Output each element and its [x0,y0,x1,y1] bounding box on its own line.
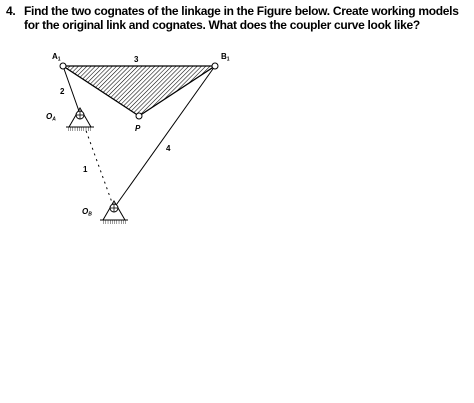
label-oa: OA [46,112,56,123]
label-link-3: 3 [134,55,139,64]
joint-a1 [60,63,66,69]
label-p: P [135,124,141,133]
coupler-triangle [63,66,215,116]
question-number: 4. [6,4,16,18]
ground-pivot-ob [100,201,128,224]
label-ob: OB [82,207,92,218]
label-link-1: 1 [83,165,88,174]
label-link-4: 4 [166,144,171,153]
label-link-2: 2 [60,87,65,96]
ground-pivot-oa [66,108,94,131]
label-b1: B1 [221,52,230,63]
joint-b1 [212,63,218,69]
question-text: Find the two cognates of the linkage in the Figure below. Create working models for the original link and cognates. What does the coupler curve look like? [24,4,459,32]
joint-p [136,113,142,119]
label-a1: A1 [52,52,61,63]
